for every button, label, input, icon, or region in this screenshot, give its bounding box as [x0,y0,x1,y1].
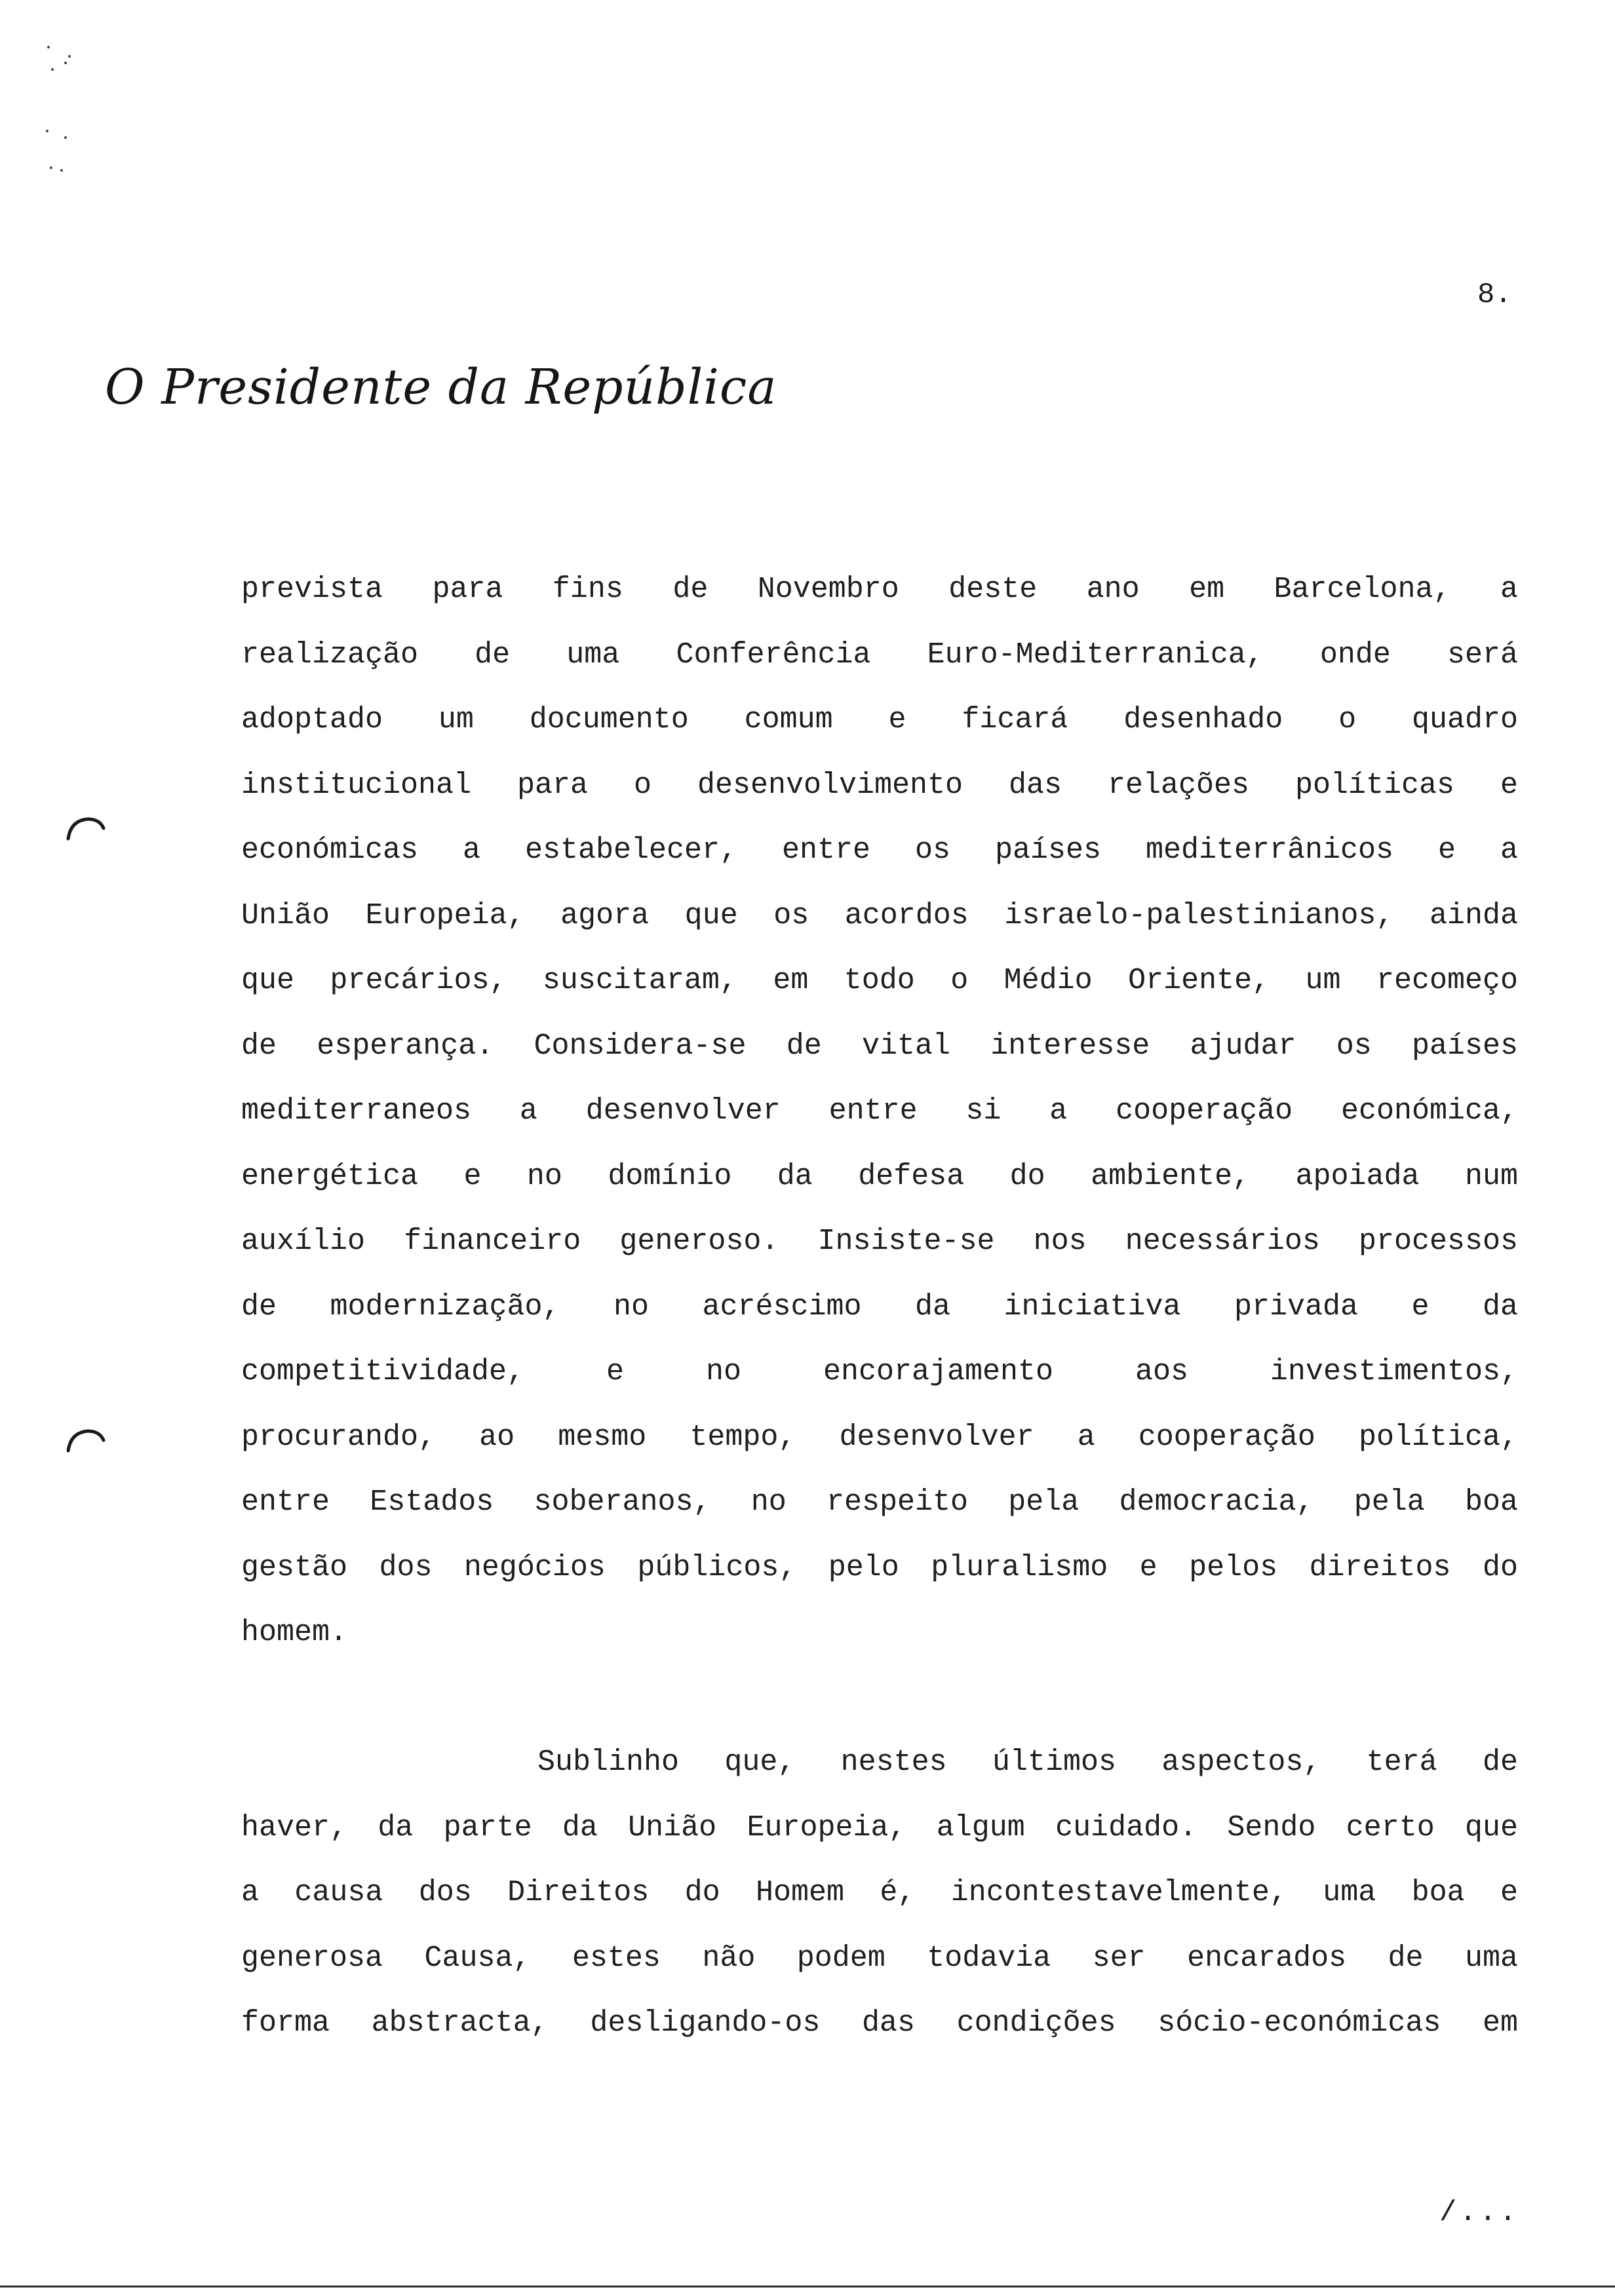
text-line: homem. [241,1616,348,1649]
text-line: adoptado um documento comum e ficará desenhado o quadro [241,703,1518,737]
text-line: competitividade, e no encorajamento aos investimentos, [241,1355,1518,1388]
text-line: económicas a estabelecer, entre os países mediterrânicos e a [241,833,1518,867]
text-line: de modernização, no acréscimo da iniciativa privada e da [241,1290,1518,1324]
margin-punch-mark [64,1427,106,1453]
text-line: procurando, ao mesmo tempo, desenvolver a cooperação política, [241,1420,1518,1454]
text-line: energética e no domínio da defesa do ambiente, apoiada num [241,1159,1518,1193]
text-line: generosa Causa, estes não podem todavia ser encarados de uma [241,1941,1518,1975]
body-paragraph-2 [241,1730,1518,2056]
text-line: a causa dos Direitos do Homem é, incontestavelmente, uma boa e [241,1876,1518,1909]
scan-specks [39,39,105,183]
text-line: que precários, suscitaram, em todo o Médio Oriente, um recomeço [241,964,1518,997]
text-line: União Europeia, agora que os acordos israelo-palestinianos, ainda [241,898,1518,932]
text-line: gestão dos negócios públicos, pelo pluralismo e pelos direitos do [241,1550,1518,1584]
text-line: realização de uma Conferência Euro-Mediterranica, onde será [241,638,1518,672]
text-line: prevista para fins de Novembro deste ano em Barcelona, a [241,573,1518,606]
letterhead-title: O Presidente da República [105,359,777,415]
text-line: haver, da parte da União Europeia, algum cuidado. Sendo certo que [241,1810,1518,1845]
page-number: 8. [1477,278,1512,311]
text-line: de esperança. Considera-se de vital interesse ajudar os países [241,1029,1518,1063]
body-paragraph-1 [241,557,1518,1666]
text-line: institucional para o desenvolvimento das relações políticas e [241,768,1518,802]
margin-punch-mark [64,815,106,841]
text-line: mediterraneos a desenvolver entre si a cooperação económica, [241,1094,1518,1128]
page-bottom-rule [0,2286,1615,2287]
text-line: Sublinho que, nestes últimos aspectos, terá de [537,1746,1518,1779]
text-line: auxílio financeiro generoso. Insiste-se nos necessários processos [241,1225,1518,1258]
text-line: forma abstracta, desligando-os das condições sócio-económicas em [241,2006,1518,2040]
text-line: entre Estados soberanos, no respeito pela democracia, pela boa [241,1485,1518,1519]
continuation-mark: /... [1439,2196,1519,2229]
